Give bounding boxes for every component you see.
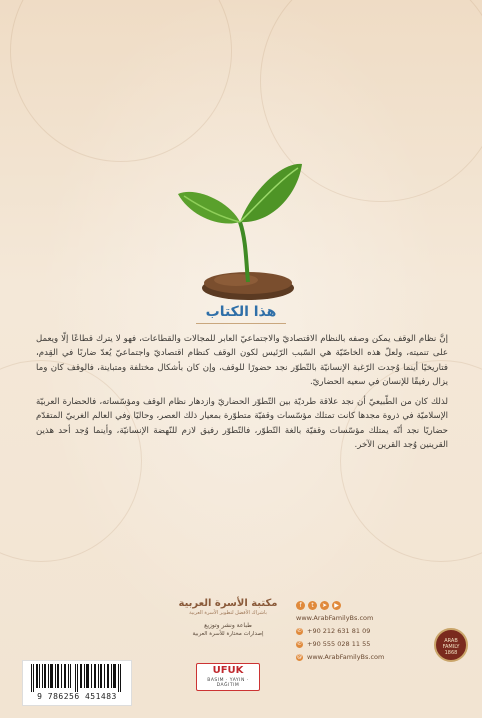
social-icons: [296, 601, 436, 610]
whatsapp-row: [296, 640, 436, 648]
phone-icon: ✆: [297, 627, 302, 634]
phone-number: +90 212 631 81 09: [307, 627, 371, 635]
publisher-seal: [434, 628, 468, 662]
website-link[interactable]: www.ArabFamilyBs.com: [296, 614, 374, 622]
publisher-services: طباعة ونشر وتوزيع: [204, 622, 252, 629]
publisher-tagline: إصدارات مختارة للأسرة العربية: [192, 631, 264, 637]
whatsapp-icon: ✆: [297, 640, 302, 647]
sprout-illustration: [176, 150, 306, 300]
ornament-ring: [10, 0, 232, 162]
title-divider: [196, 323, 286, 324]
ufuk-name: UFUK: [212, 665, 244, 676]
publisher-block: [178, 598, 278, 637]
description-paragraph: لذلك كان من الطّبيعيّ أن نجد علاقة طرديّة بين التّطوّر الحضاريّ وازدهار نظام الوقف ومؤسّساته، فالحضارة العربيّة الإسلاميّة في ذروة مجدها كانت تمتلك مؤسّسات وقفيّة متطوّرة بمعيار ذلك العصر، وحاليًا وفي العالم الغربيّ المتقدّم حضاريًا نجد أنّه يمتلك مؤسّسات وقفيّة بالغة التّطوّر، فالتّطوّر رفيق لازم للنّهضة الإنسانيّة، وأينما وُجد أحد هذين القرينين وُجد القرين الآخر.: [36, 397, 448, 451]
seal-text: ARAB FAMILY 1868: [442, 638, 460, 656]
publisher-slogan: باشراك الأفضل لتطوير الأسرة العربية: [189, 610, 267, 616]
whatsapp-number: +90 555 028 11 55: [307, 640, 371, 648]
ufuk-logo: [196, 663, 260, 691]
youtube-icon[interactable]: ▶: [332, 601, 341, 610]
telegram-icon[interactable]: ➤: [321, 602, 328, 609]
section-title: هذا الكتاب: [205, 304, 277, 320]
facebook-icon[interactable]: f: [296, 601, 305, 610]
description-paragraph: إنَّ نظام الوقف يمكن وصفه بالنظام الاقتصاديّ والاجتماعيّ العابر للمجالات والقطاعات، فهو لا يترك قطاعًا إلّا ويعمل على تنميته، ولعلّ هذه الخاصّيّة هي السّبب الرّئيس لكون الوقف كنظام اقتصاديّ واجتماعيّ يُعدّ ضاربًا في القِدم، فتاريخيًا أينما وُجدت الرّغبة الإنسانيّة بالتّطوّر نجد حضورًا للوقف، وإن كان بأشكال مختلفة ومتباينة، فالوقف كان وما يزال رفيقًا للإنسان في سعيه الحضاريّ.: [36, 334, 448, 387]
ufuk-subtitle: BASIM · YAYIN · DAĞITIM: [207, 678, 249, 688]
website-row: [296, 614, 436, 622]
contact-info: [296, 601, 436, 666]
website-row-2: [296, 653, 436, 661]
book-description: [36, 332, 448, 458]
website-link-2[interactable]: www.ArabFamilyBs.com: [307, 653, 385, 661]
barcode-bars: [29, 664, 125, 692]
isbn-barcode: [22, 660, 132, 706]
publisher-logo: مكتبة الأسرة العربية: [178, 598, 278, 609]
twitter-icon[interactable]: t: [308, 601, 317, 610]
phone-row: [296, 627, 436, 635]
globe-icon: @: [297, 653, 302, 660]
isbn-number: 9 786256 451483: [37, 692, 117, 701]
